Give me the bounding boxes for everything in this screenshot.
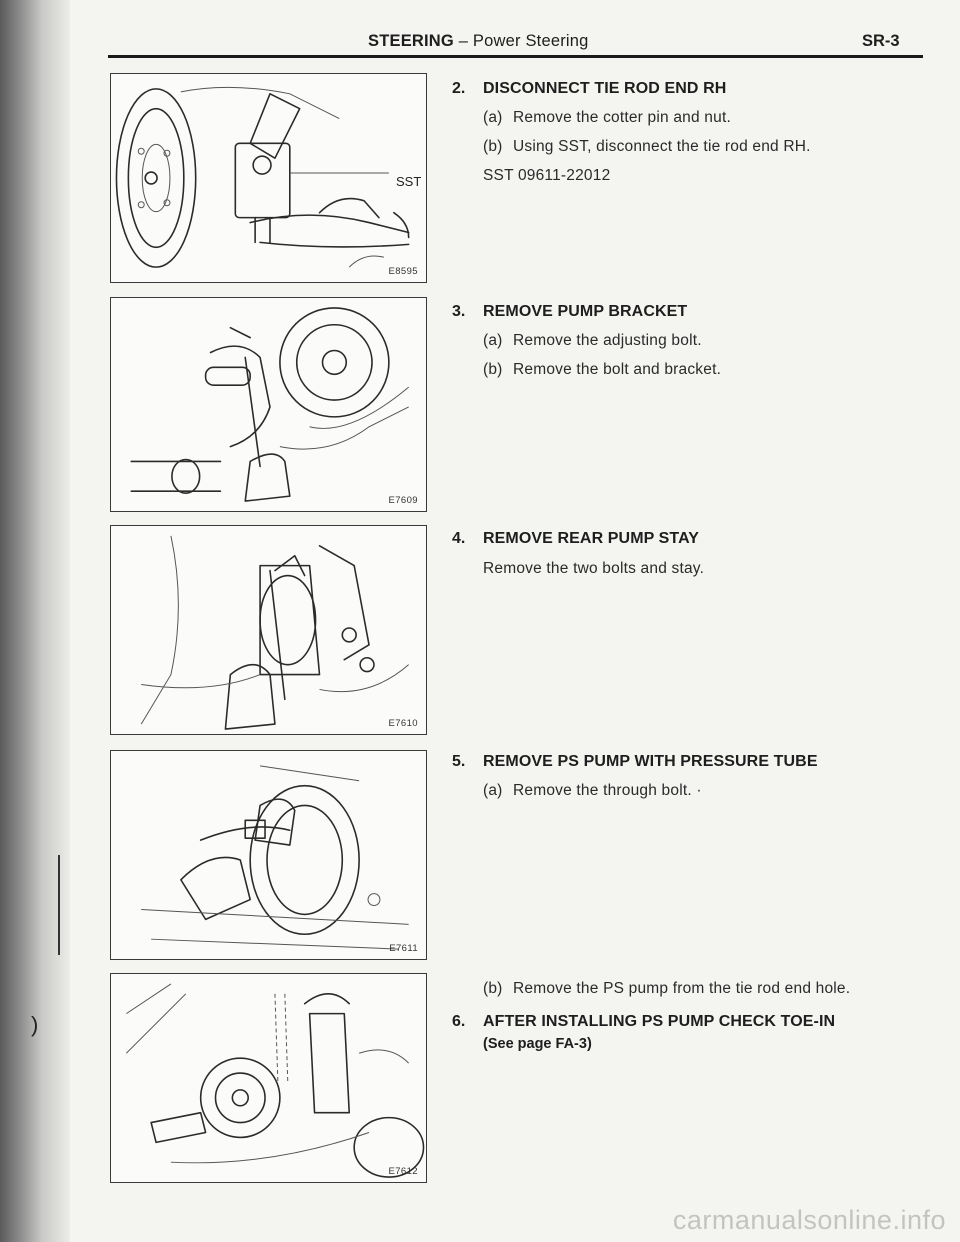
pump-removal-illustration: [111, 974, 426, 1182]
step-instruction: Remove the two bolts and stay.: [483, 560, 705, 577]
step-number: 2.: [452, 80, 466, 97]
step-title: REMOVE PUMP BRACKET: [483, 303, 688, 320]
figure-code: E7611: [389, 943, 418, 954]
subsection-title: – Power Steering: [453, 32, 589, 50]
sst-number: SST 09611-22012: [483, 167, 611, 184]
step-instruction: (a) Remove the through bolt. ·: [483, 782, 702, 799]
step-title: AFTER INSTALLING PS PUMP CHECK TOE-IN: [483, 1013, 836, 1030]
figure-tie-rod-end: [110, 73, 427, 283]
binding-mark: [58, 855, 60, 955]
step-title: REMOVE REAR PUMP STAY: [483, 530, 700, 547]
margin-mark: ): [31, 1012, 39, 1037]
step-number: 6.: [452, 1013, 466, 1030]
figure-code: E7610: [388, 718, 418, 729]
rear-pump-stay-illustration: [111, 526, 426, 734]
through-bolt-illustration: [111, 751, 426, 959]
page-reference: (See page FA-3): [483, 1036, 592, 1052]
figure-code: E7609: [388, 495, 418, 506]
figure-code: E8595: [388, 266, 418, 277]
figure-pump-bracket: [110, 297, 427, 512]
step-instruction: (b) Remove the bolt and bracket.: [483, 361, 722, 378]
step-instruction: (b) Using SST, disconnect the tie rod end RH.: [483, 138, 811, 155]
figure-through-bolt: [110, 750, 427, 960]
tie-rod-illustration: [111, 74, 426, 282]
page-header-title: [368, 32, 589, 51]
step-instruction: (b) Remove the PS pump from the tie rod end hole.: [483, 980, 851, 997]
section-title: STEERING: [368, 32, 454, 50]
figure-rear-pump-stay: [110, 525, 427, 735]
page-code: SR-3: [862, 32, 900, 50]
figure-code: E7612: [388, 1166, 418, 1177]
header-rule: [108, 55, 923, 58]
step-number: 4.: [452, 530, 466, 547]
step-number: 5.: [452, 753, 466, 770]
step-instruction: (a) Remove the cotter pin and nut.: [483, 109, 731, 126]
step-title: REMOVE PS PUMP WITH PRESSURE TUBE: [483, 753, 818, 770]
sst-callout-label: SST: [396, 174, 422, 189]
watermark: carmanualsonline.info: [672, 1205, 946, 1235]
step-title: DISCONNECT TIE ROD END RH: [483, 80, 727, 97]
step-number: 3.: [452, 303, 466, 320]
pump-bracket-illustration: [111, 298, 426, 511]
figure-pump-removal: [110, 973, 427, 1183]
page-binding-edge: [0, 0, 70, 1242]
step-instruction: (a) Remove the adjusting bolt.: [483, 332, 702, 349]
